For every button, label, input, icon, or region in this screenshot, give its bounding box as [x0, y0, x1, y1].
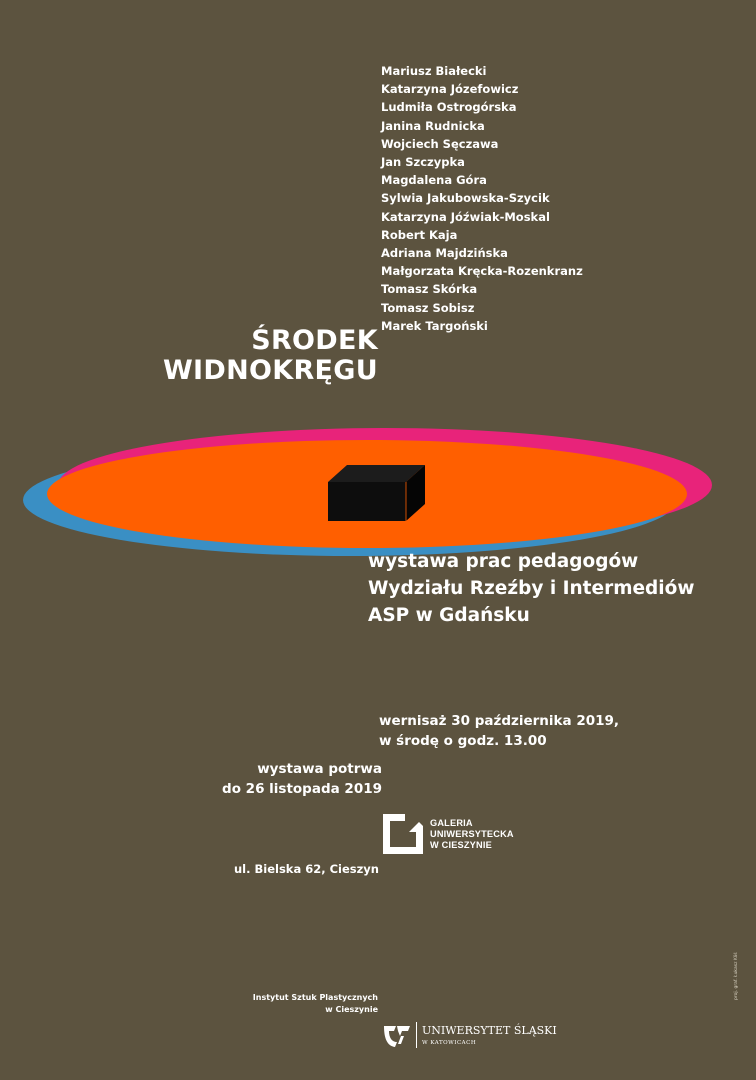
gallery-name	[430, 818, 514, 851]
exhibition-subtitle	[368, 548, 694, 629]
artist-name: Katarzyna Józefowicz	[381, 82, 519, 97]
gallery-logo-icon	[381, 812, 425, 856]
artist-name: Sylwia Jakubowska-Szycik	[381, 191, 550, 206]
gallery-name-line: W CIESZYNIE	[430, 840, 492, 850]
exhibition-title	[163, 326, 378, 386]
design-credit: proj. graf. Łukasz Kliś	[734, 952, 739, 1000]
subtitle-line: Wydziału Rzeźby i Intermediów	[368, 578, 695, 599]
artist-name: Jan Szczypka	[381, 155, 465, 170]
artist-name: Katarzyna Jóźwiak-Moskal	[381, 209, 550, 224]
artist-name: Tomasz Skórka	[381, 282, 478, 297]
artist-name: Wojciech Sęczawa	[381, 136, 499, 151]
black-box	[328, 465, 425, 521]
artist-list	[381, 62, 583, 335]
institute-name	[253, 992, 378, 1016]
duration-label: wystawa potrwa	[257, 761, 382, 777]
university-name: UNIWERSYTET ŚLĄSKI	[422, 1024, 557, 1037]
artist-name: Janina Rudnicka	[381, 118, 485, 133]
address: ul. Bielska 62, Cieszyn	[234, 862, 379, 876]
university-divider	[416, 1022, 417, 1048]
duration-info	[222, 759, 382, 799]
subtitle-line: wystawa prac pedagogów	[368, 551, 639, 572]
institute-line: Instytut Sztuk Plastycznych	[252, 993, 378, 1002]
artist-name: Małgorzata Kręcka-Rozenkranz	[381, 264, 583, 279]
artist-name: Robert Kaja	[381, 227, 458, 242]
artist-name: Tomasz Sobisz	[381, 300, 475, 315]
university-city: W KATOWICACH	[422, 1040, 477, 1046]
artist-name: Magdalena Góra	[381, 173, 487, 188]
title-line: WIDNOKRĘGU	[162, 355, 378, 386]
duration-date: do 26 listopada 2019	[222, 781, 382, 797]
subtitle-line: ASP w Gdańsku	[368, 605, 530, 626]
horizon-ellipse-graphic	[0, 400, 756, 560]
gallery-name-line: GALERIA	[430, 818, 473, 828]
university-logo-icon	[382, 1022, 412, 1048]
institute-line: w Cieszynie	[325, 1005, 378, 1014]
artist-name: Adriana Majdzińska	[381, 246, 508, 261]
vernissage-info	[379, 711, 619, 751]
title-line: ŚRODEK	[251, 325, 378, 356]
artist-name: Ludmiła Ostrogórska	[381, 100, 517, 115]
gallery-name-line: UNIWERSYTECKA	[430, 829, 514, 839]
artist-name: Marek Targoński	[381, 318, 488, 333]
vernissage-time: w środę o godz. 13.00	[379, 733, 547, 749]
artist-name: Mariusz Białecki	[381, 64, 487, 78]
vernissage-date: wernisaż 30 października 2019,	[379, 713, 620, 729]
